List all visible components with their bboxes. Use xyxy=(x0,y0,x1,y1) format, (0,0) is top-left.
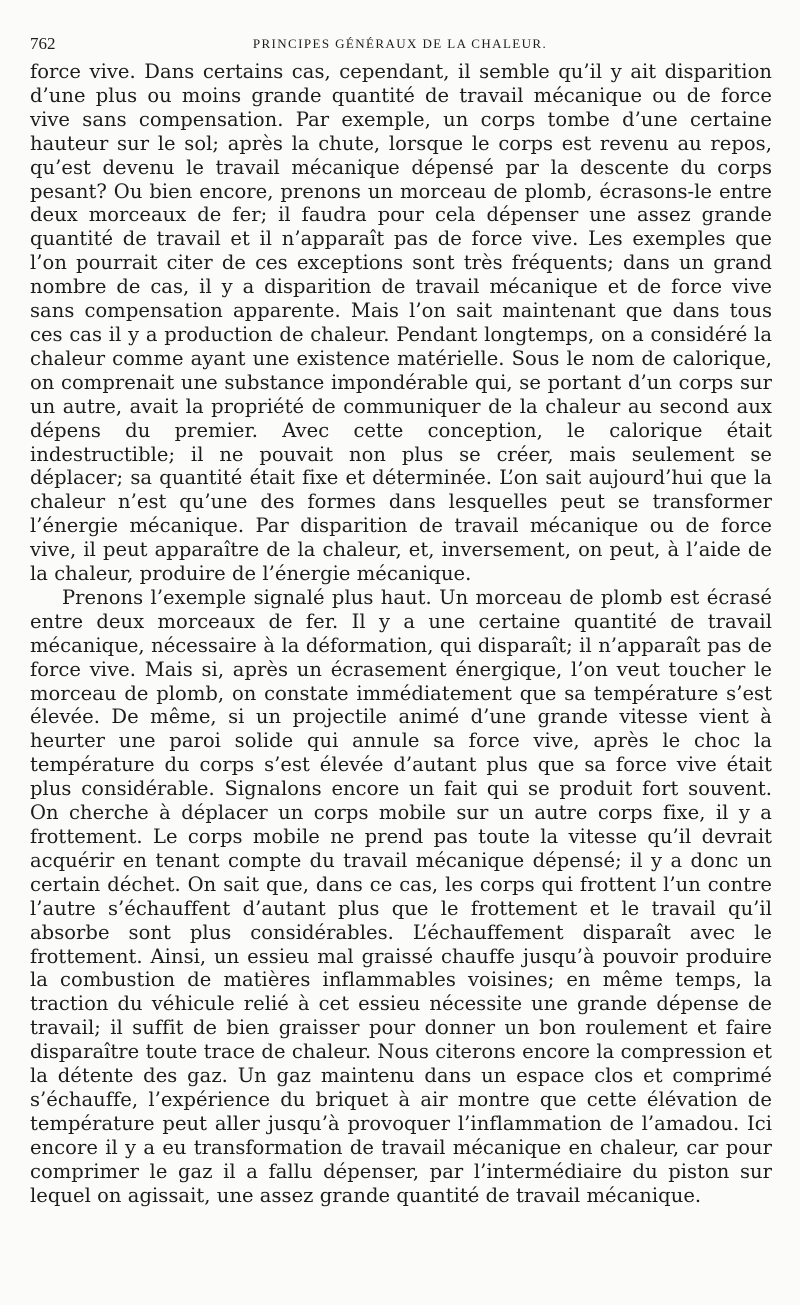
page-number: 762 xyxy=(30,34,56,53)
running-title: PRINCIPES GÉNÉRAUX DE LA CHALEUR. xyxy=(252,36,548,51)
paragraph-continued: force vive. Dans certains cas, cependant, il semble qu’il y ait disparition d’une plus ou moins grande quantité de travail mécanique ou de force vive sans compensation. Par exemple, un corps tombe d’une certaine hauteur sur le sol; après la chute, lorsque le corps est revenu au repos, qu’est devenu le travail mécanique dépensé par la descente du corps pesant? Ou bien encore, prenons un morceau de plomb, écrasons-le entre deux morceaux de fer; il faudra pour cela dépenser une assez grande quantité de travail et il n’apparaît pas de force vive. Les exemples que l’on pourrait citer de ces exceptions sont très fréquents; dans un grand nombre de cas, il y a disparition de travail mécanique et de force vive sans compensation apparente. Mais l’on sait maintenant que dans tous ces cas il y a production de chaleur. Pendant longtemps, on a considéré la chaleur comme ayant une existence matérielle. Sous le nom de calorique, on comprenait une substance impondérable qui, se portant d’un corps sur un autre, avait la propriété de communiquer de la chaleur au second aux dépens du premier. Avec cette conception, le calorique était indestructible; il ne pouvait non plus se créer, mais seulement se déplacer; sa quantité était fixe et déterminée. L’on sait aujourd’hui que la chaleur n’est qu’une des formes dans lesquelles peut se transformer l’énergie mécanique. Par disparition de travail mécanique ou de force vive, il peut apparaître de la chaleur, et, inversement, on peut, à l’aide de la chaleur, produire de l’énergie mécanique. xyxy=(30,60,772,586)
body-text xyxy=(30,60,772,1208)
page-header xyxy=(30,34,770,54)
paragraph-lead-example: Prenons l’exemple signalé plus haut. Un morceau de plomb est écrasé entre deux morceaux de fer. Il y a une certaine quantité de travail mécanique, nécessaire à la déformation, qui disparaît; il n’apparaît pas de force vive. Mais si, après un écrasement énergique, l’on veut toucher le morceau de plomb, on constate immédiatement que sa température s’est élevée. De même, si un projectile animé d’une grande vitesse vient à heurter une paroi solide qui annule sa force vive, après le choc la température du corps s’est élevée d’autant plus que sa force vive était plus considérable. Signalons encore un fait qui se produit fort souvent. On cherche à déplacer un corps mobile sur un autre corps fixe, il y a frottement. Le corps mobile ne prend pas toute la vitesse qu’il devrait acquérir en tenant compte du travail mécanique dépensé; il y a donc un certain déchet. On sait que, dans ce cas, les corps qui frottent l’un contre l’autre s’échauffent d’autant plus que le frottement et le travail qu’il absorbe sont plus considérables. L’échauffement disparaît avec le frottement. Ainsi, un essieu mal graissé chauffe jusqu’à pouvoir produire la combustion de matières inflammables voisines; en même temps, la traction du véhicule relié à cet essieu nécessite une grande dépense de travail; il suffit de bien graisser pour donner un bon roulement et faire disparaître toute trace de chaleur. Nous citerons encore la compression et la détente des gaz. Un gaz maintenu dans un espace clos et comprimé s’échauffe, l’expérience du briquet à air montre que cette élévation de température peut aller jusqu’à provoquer l’inflammation de l’amadou. Ici encore il y a eu transformation de travail mécanique en chaleur, car pour comprimer le gaz il a fallu dépenser, par l’intermédiaire du piston sur lequel on agissait, une assez grande quantité de travail mécanique. xyxy=(30,585,772,1207)
